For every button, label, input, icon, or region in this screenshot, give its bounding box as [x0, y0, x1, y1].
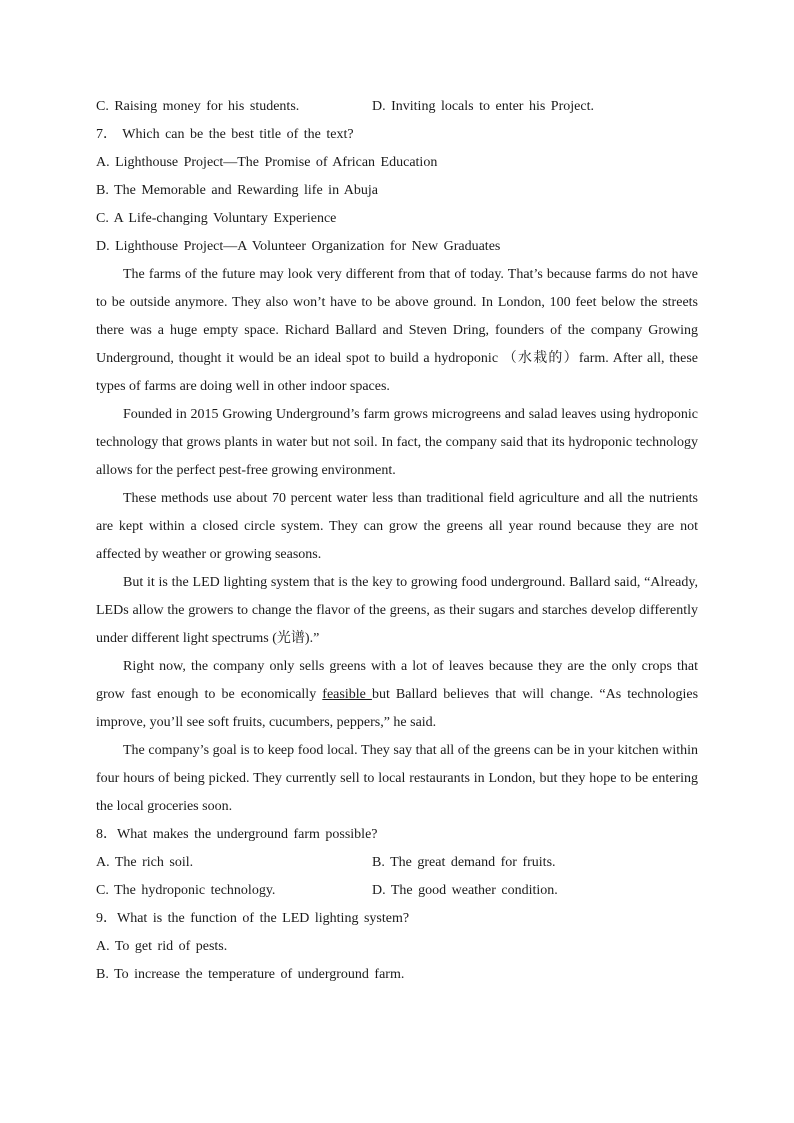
document-page [96, 93, 698, 989]
q9-question: 9．What is the function of the LED lighting system? [96, 911, 410, 926]
q7-option-d[interactable]: D. Lighthouse Project—A Volunteer Organization for New Graduates [96, 239, 501, 254]
passage-paragraph-4 [96, 569, 698, 653]
passage-p4-text: But it is the LED lighting system that is the key to growing food underground. Ballard said, “Already, LEDs allow the growers to change the flavor of the greens, as their sugars and starches develop differently under different light spectrums (光谱).” [96, 575, 698, 646]
passage-p2-text: Founded in 2015 Growing Underground’s farm grows microgreens and salad leaves using hydroponic technology that grows plants in water but not soil. In fact, the company said that its hydroponic technology allows for the perfect pest-free growing environment. [96, 407, 698, 478]
q7-option-a[interactable]: A. Lighthouse Project—The Promise of African Education [96, 155, 438, 170]
passage-p5-before: Right now, the company only sells greens with a lot of leaves because they are the only crops that grow fast enough to be economically [96, 659, 698, 702]
q9-option-b[interactable]: B. To increase the temperature of underground farm. [96, 967, 405, 982]
q8-question: 8．What makes the underground farm possible? [96, 827, 378, 842]
passage-paragraph-3 [96, 485, 698, 569]
passage-paragraph-6 [96, 737, 698, 821]
q8-options-row-2 [96, 877, 698, 905]
q7-question: 7． Which can be the best title of the text? [96, 127, 354, 142]
passage-p3-text: These methods use about 70 percent water less than traditional field agriculture and all the nutrients are kept within a closed circle system. They can grow the greens all year round because they are not affected by weather or growing seasons. [96, 491, 698, 562]
passage-paragraph-1 [96, 261, 698, 401]
q8-options-row-1 [96, 849, 698, 877]
q8-option-c[interactable]: C. The hydroponic technology. [96, 883, 276, 898]
passage-paragraph-2 [96, 401, 698, 485]
q8-option-a[interactable]: A. The rich soil. [96, 855, 194, 870]
passage-p6-text: The company’s goal is to keep food local. They say that all of the greens can be in your kitchen within four hours of being picked. They currently sell to local restaurants in London, but they hope to be entering the local groceries soon. [96, 743, 698, 814]
q9-option-a[interactable]: A. To get rid of pests. [96, 939, 228, 954]
passage-p5-after: but Ballard believes that will change. “As technologies improve, you’ll see soft fruits, cucumbers, peppers,” he said. [96, 687, 699, 730]
q6-option-d[interactable]: D. Inviting locals to enter his Project. [372, 99, 594, 114]
q8-option-b[interactable]: B. The great demand for fruits. [372, 855, 556, 870]
q6-options-row [96, 93, 698, 121]
q8-option-d[interactable]: D. The good weather condition. [372, 883, 558, 898]
q7-option-c[interactable]: C. A Life-changing Voluntary Experience [96, 211, 337, 226]
passage-p1-text: The farms of the future may look very different from that of today. That’s because farms do not have to be outside anymore. They also won’t have to be above ground. In London, 100 feet below the streets there was a huge empty space. Richard Ballard and Steven Dring, founders of the company Growing Underground, thought it would be an ideal spot to build a hydroponic （水栽的）farm. After all, these types of farms are doing well in other indoor spaces. [96, 267, 698, 394]
passage-paragraph-5 [96, 653, 698, 737]
q7-option-b[interactable]: B. The Memorable and Rewarding life in Abuja [96, 183, 379, 198]
q6-option-c[interactable]: C. Raising money for his students. [96, 99, 300, 114]
underlined-word-feasible: feasible [322, 687, 372, 702]
